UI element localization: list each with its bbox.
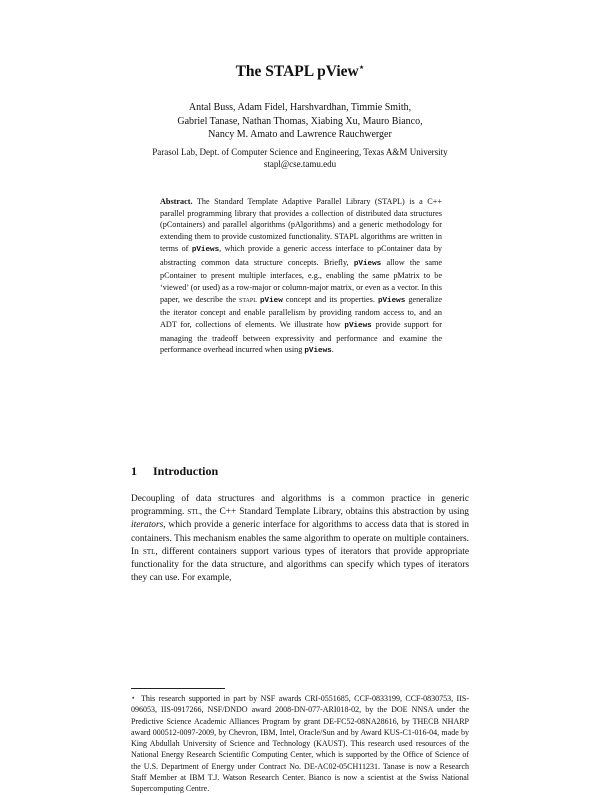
small-caps-term: stl: [187, 507, 200, 518]
code-term: pViews: [304, 347, 332, 356]
emphasis-term: iterators: [131, 520, 164, 531]
affiliation: Parasol Lab, Dept. of Computer Science and Engineering, Texas A&M University: [152, 147, 448, 157]
body-text: , which provide a generic interface for algorithms to access data that is stored in containers. This mechanism enables the same algorithm to operate on multiple containers. In: [131, 520, 469, 557]
body-text: , different containers support various types of iterators that provide appropriate functionality for the data structure, and algorithms can specify which types of iterators they can use. For example,: [131, 546, 469, 584]
author-line: Gabriel Tanase, Nathan Thomas, Xiabing Xu, Mauro Bianco,: [177, 115, 423, 127]
code-term: pViews: [344, 322, 372, 331]
code-term: pViews: [191, 245, 220, 254]
body-text: , the C++ Standard Template Library, obtains this abstraction by using: [199, 507, 469, 518]
code-term: pViews: [377, 296, 406, 305]
abstract: [160, 196, 442, 358]
author-line: Antal Buss, Adam Fidel, Harshvardhan, Timmie Smith,: [188, 102, 412, 113]
abstract-label: Abstract.: [160, 197, 193, 206]
small-caps-term: stapl: [239, 294, 257, 304]
section-heading: [131, 464, 218, 479]
title-footnote-mark: ⋆: [358, 62, 365, 72]
affiliation-block: [0, 146, 600, 170]
section-number: 1: [131, 464, 137, 478]
intro-paragraph: [131, 493, 469, 585]
abstract-text: provide support for managing the tradeoff between expressivity and performance and examine the performance overhead incurred when using: [160, 320, 442, 355]
author-list: [0, 101, 600, 142]
abstract-text: generalize the iterator concept and enable parallelism by providing random access to, and an ADT for, collections of elements. We illustrate how: [160, 294, 442, 330]
abstract-text: , which provide a generic access interface to pContainer data by abstracting common data structure concepts. Briefly,: [160, 243, 443, 267]
body-text: Decoupling of data structures and algorithms is a common practice in generic programming.: [131, 494, 469, 518]
footnote: [131, 693, 469, 795]
abstract-text: concept and its properties.: [282, 294, 378, 304]
author-line: Nancy M. Amato and Lawrence Rauchwerger: [208, 129, 392, 140]
paper-title: [0, 62, 600, 81]
contact-email: stapl@cse.tamu.edu: [263, 159, 337, 169]
abstract-text: The Standard Template Adaptive Parallel Library (STAPL) is a C++ parallel programming library that provides a collection of distributed data structures (pContainers) and parallel algorithms (pAlgorithms) and a generic methodology for extending them to provide customized functionality. STAPL algorithms are written in terms of: [160, 197, 442, 253]
section-title: Introduction: [153, 464, 219, 478]
abstract-text: .: [331, 345, 334, 355]
paper-title-text: The STAPL pView: [235, 63, 359, 81]
code-term: pViews: [353, 259, 382, 268]
abstract-text: allow the same pContainer to present multiple interfaces, e.g., enabling the same pMatrix to be ‘viewed’ (or used) as a row-major or column-major matrix, or even as a vector. In this paper, we describe the: [160, 257, 442, 304]
code-term: pView: [259, 296, 283, 305]
footnote-text: This research supported in part by NSF awards CRI-0551685, CCF-0833199, CCF-0830753, IIS-096053, IIS-0917266, NSF/DNDO award 2008-DN-077-ARI018-02, by the DOE NNSA under the Predictive Science Academic Alliances Program by grant DE-FC52-08NA28616, by THECB NHARP award 000512-0097-2009, by Chevron, IBM, Intel, Oracle/Sun and by Award KUS-C1-016-04, made by King Abdullah University of Science and Technology (KAUST). This research used resources of the National Energy Research Scientific Computing Center, which is supported by the Office of Science of the U.S. Department of Energy under Contract No. DE-AC02-05CH11231. Tanase is now a Research Staff Member at IBM T.J. Watson Research Center. Bianco is now a scientist at the Swiss National Supercomputing Centre.: [131, 694, 469, 794]
small-caps-term: stl: [142, 546, 156, 557]
footnote-divider: [131, 688, 225, 689]
footnote-mark: ⋆: [131, 694, 136, 702]
